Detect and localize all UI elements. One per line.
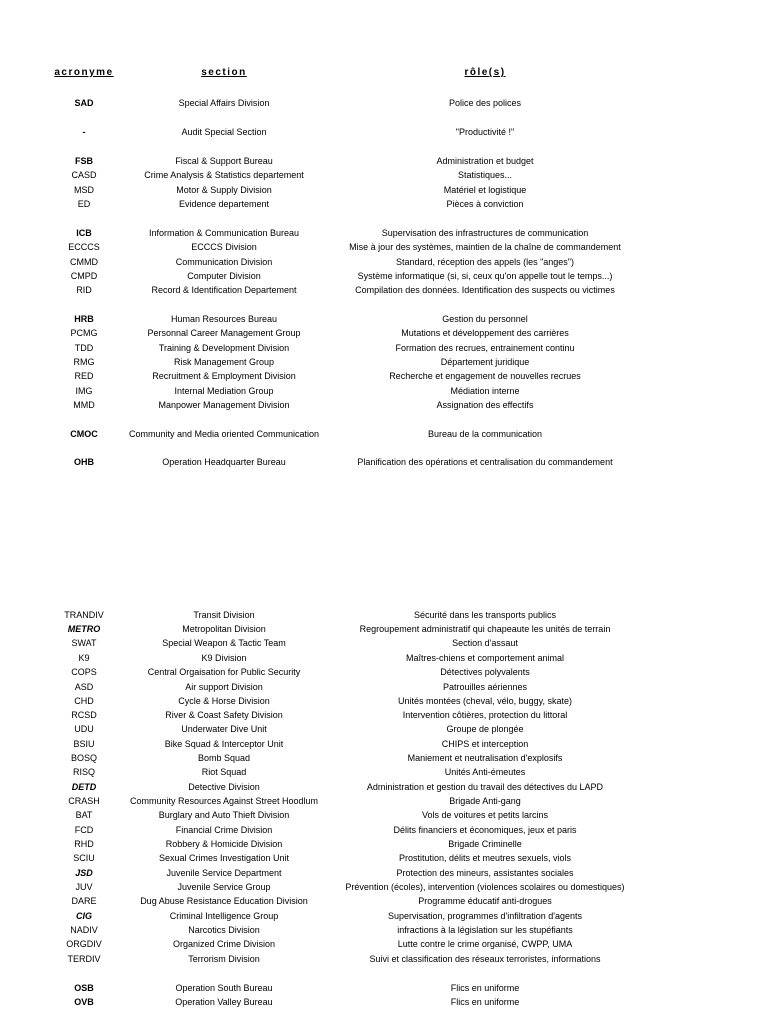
section-cell: Communication Division	[175, 257, 273, 267]
section-cell: Central Orgaisation for Public Security	[147, 667, 301, 677]
section-cell: Cycle & Horse Division	[178, 696, 270, 706]
section-cell: Community and Media oriented Communication	[128, 429, 320, 439]
acronym-cell: IMG	[75, 386, 93, 396]
role-cell: Maniement et neutralisation d'explosifs	[407, 753, 563, 763]
role-cell: Sécurité dans les transports publics	[413, 610, 557, 620]
table-row	[0, 622, 768, 636]
acronym-cell: DETD	[71, 782, 97, 792]
role-cell: Gestion du personnel	[442, 314, 528, 324]
table-row	[0, 737, 768, 751]
acronym-cell: BAT	[75, 810, 93, 820]
acronym-cell: JSD	[75, 868, 93, 878]
acronym-cell: ED	[77, 199, 91, 209]
acronym-cell: CHD	[74, 696, 94, 706]
table-row	[0, 923, 768, 937]
role-cell: Lutte contre le crime organisé, CWPP, UMA	[397, 939, 573, 949]
acronym-cell: K9	[78, 653, 90, 663]
acronym-cell: DARE	[71, 896, 97, 906]
table-row	[0, 765, 768, 779]
section-cell: Detective Division	[188, 782, 260, 792]
table-row	[0, 455, 768, 469]
section-cell: Juvenile Service Group	[177, 882, 271, 892]
role-cell: Mise à jour des systèmes, maintien de la chaîne de commandement	[349, 242, 621, 252]
acronym-cell: FCD	[74, 825, 94, 835]
table-row	[0, 722, 768, 736]
acronym-cell: FSB	[75, 156, 93, 166]
role-cell: Pièces à conviction	[446, 199, 524, 209]
section-cell: Information & Communication Bureau	[148, 228, 300, 238]
acronym-cell: BOSQ	[70, 753, 97, 763]
role-cell: CHIPS et interception	[441, 739, 529, 749]
table-row	[0, 240, 768, 254]
section-cell: Transit Division	[193, 610, 255, 620]
role-cell: Détectives polyvalents	[440, 667, 530, 677]
header-role: rôle(s)	[464, 67, 506, 78]
section-cell: Audit Special Section	[181, 127, 267, 137]
acronym-cell: SAD	[74, 98, 94, 108]
table-row	[0, 355, 768, 369]
role-cell: Brigade Anti-gang	[449, 796, 521, 806]
role-cell: Prévention (écoles), intervention (violences scolaires ou domestiques)	[345, 882, 625, 892]
acronym-cell: JUV	[75, 882, 93, 892]
table-row	[0, 851, 768, 865]
acronym-cell: TERDIV	[67, 954, 101, 964]
section-cell: Manpower Management Division	[158, 400, 290, 410]
role-cell: Flics en uniforme	[450, 983, 520, 993]
table-row	[0, 794, 768, 808]
section-cell: Bike Squad & Interceptor Unit	[164, 739, 284, 749]
role-cell: Unités montées (cheval, vélo, buggy, skate)	[398, 696, 572, 706]
acronym-cell: COPS	[71, 667, 97, 677]
section-cell: Burglary and Auto Thieft Division	[158, 810, 290, 820]
section-cell: Computer Division	[187, 271, 261, 281]
section-cell: Recruitment & Employment Division	[152, 371, 296, 381]
role-cell: Formation des recrues, entrainement continu	[395, 343, 575, 353]
role-cell: Maîtres-chiens et comportement animal	[405, 653, 565, 663]
acronym-cell: CASD	[71, 170, 97, 180]
acronym-cell: OSB	[74, 983, 94, 993]
table-row	[0, 96, 768, 110]
section-cell: Training & Development Division	[158, 343, 290, 353]
section-cell: Robbery & Homicide Division	[165, 839, 283, 849]
section-cell: Criminal Intelligence Group	[169, 911, 279, 921]
table-row	[0, 312, 768, 326]
acronym-cell: ORGDIV	[66, 939, 102, 949]
role-cell: Programme éducatif anti-drogues	[418, 896, 552, 906]
table-row	[0, 952, 768, 966]
role-cell: Statistiques...	[457, 170, 513, 180]
section-cell: Operation Headquarter Bureau	[162, 457, 286, 467]
role-cell: Groupe de plongée	[446, 724, 524, 734]
acronym-cell: OHB	[74, 457, 94, 467]
table-row	[0, 384, 768, 398]
table-row	[0, 680, 768, 694]
acronym-cell: TRANDIV	[64, 610, 104, 620]
table-row	[0, 708, 768, 722]
section-cell: Motor & Supply Division	[176, 185, 272, 195]
section-cell: Riot Squad	[201, 767, 247, 777]
role-cell: Mutations et développement des carrières	[401, 328, 569, 338]
section-cell: Narcotics Division	[188, 925, 260, 935]
acronym-cell: CMMD	[70, 257, 98, 267]
table-row	[0, 995, 768, 1009]
role-cell: infractions à la législation sur les stupéfiants	[397, 925, 573, 935]
table-row	[0, 255, 768, 269]
section-cell: Crime Analysis & Statistics departement	[144, 170, 304, 180]
acronym-cell: CIG	[75, 911, 92, 921]
role-cell: Regroupement administratif qui chapeaute les unités de terrain	[359, 624, 611, 634]
acronym-cell: -	[82, 127, 86, 137]
table-row	[0, 226, 768, 240]
acronym-cell: CRASH	[68, 796, 100, 806]
role-cell: Délits financiers et économiques, jeux et paris	[393, 825, 577, 835]
acronym-cell: UDU	[74, 724, 94, 734]
role-cell: Brigade Criminelle	[448, 839, 522, 849]
acronym-cell: HRB	[74, 314, 94, 324]
table-row	[0, 427, 768, 441]
table-row	[0, 981, 768, 995]
section-cell: Organized Crime Division	[172, 939, 276, 949]
acronym-cell: TDD	[74, 343, 94, 353]
role-cell: Compilation des données. Identification des suspects ou victimes	[355, 285, 615, 295]
section-cell: Underwater Dive Unit	[181, 724, 267, 734]
acronym-cell: CMOC	[70, 429, 98, 439]
table-row	[0, 369, 768, 383]
table-row	[0, 326, 768, 340]
section-cell: K9 Division	[201, 653, 247, 663]
section-cell: Juvenile Service Department	[166, 868, 282, 878]
table-row	[0, 780, 768, 794]
section-cell: Evidence departement	[178, 199, 270, 209]
role-cell: Bureau de la communication	[427, 429, 543, 439]
acronym-cell: SCIU	[73, 853, 95, 863]
table-row	[0, 168, 768, 182]
role-cell: Vols de voitures et petits larcins	[421, 810, 549, 820]
table-row	[0, 665, 768, 679]
acronym-cell: METRO	[67, 624, 101, 634]
acronym-cell: OVB	[74, 997, 94, 1007]
role-cell: Planification des opérations et centralisation du commandement	[357, 457, 613, 467]
role-cell: Département juridique	[440, 357, 530, 367]
table-row	[0, 894, 768, 908]
role-cell: Police des polices	[448, 98, 522, 108]
section-cell: Air support Division	[185, 682, 263, 692]
acronym-cell: BSIU	[73, 739, 95, 749]
section-cell: Financial Crime Division	[175, 825, 273, 835]
table-row	[0, 125, 768, 139]
acronym-cell: MMD	[73, 400, 95, 410]
role-cell: Administration et budget	[436, 156, 534, 166]
section-cell: Operation South Bureau	[175, 983, 273, 993]
section-cell: Fiscal & Support Bureau	[175, 156, 273, 166]
table-row	[0, 651, 768, 665]
section-cell: Dug Abuse Resistance Education Division	[140, 896, 308, 906]
table-row	[0, 154, 768, 168]
section-cell: River & Coast Safety Division	[165, 710, 283, 720]
role-cell: Supervisation, programmes d'infiltration d'agents	[387, 911, 583, 921]
section-cell: Special Weapon & Tactic Team	[162, 638, 286, 648]
section-cell: Community Resources Against Street Hoodlum	[129, 796, 319, 806]
section-cell: Operation Valley Bureau	[175, 997, 273, 1007]
header-section: section	[201, 67, 247, 78]
role-cell: Supervisation des infrastructures de communication	[381, 228, 589, 238]
table-row	[0, 694, 768, 708]
table-row	[0, 608, 768, 622]
table-row	[0, 808, 768, 822]
role-cell: Administration et gestion du travail des détectives du LAPD	[366, 782, 604, 792]
acronym-cell: RED	[74, 371, 94, 381]
table-row	[0, 636, 768, 650]
acronym-cell: MSD	[74, 185, 94, 195]
table-row	[0, 866, 768, 880]
table-row	[0, 751, 768, 765]
table-row	[0, 937, 768, 951]
section-cell: Human Resources Bureau	[170, 314, 278, 324]
section-cell: Sexual Crimes Investigation Unit	[158, 853, 290, 863]
section-cell: Personnal Career Management Group	[147, 328, 301, 338]
acronym-cell: RCSD	[71, 710, 97, 720]
role-cell: Assignation des effectifs	[436, 400, 534, 410]
table-row	[0, 823, 768, 837]
table-row	[0, 880, 768, 894]
table-row	[0, 283, 768, 297]
section-cell: Risk Management Group	[173, 357, 275, 367]
role-cell: Unités Anti-émeutes	[444, 767, 526, 777]
table-row	[0, 183, 768, 197]
acronym-cell: ICB	[76, 228, 92, 238]
section-cell: Record & Identification Departement	[151, 285, 297, 295]
section-cell: Special Affairs Division	[178, 98, 270, 108]
role-cell: Intervention côtières, protection du littoral	[402, 710, 568, 720]
table-row	[0, 341, 768, 355]
acronym-cell: PCMG	[70, 328, 98, 338]
table-row	[0, 269, 768, 283]
acronym-cell: RMG	[73, 357, 95, 367]
role-cell: Prostitution, délits et meutres sexuels, viols	[398, 853, 572, 863]
role-cell: Matériel et logistique	[443, 185, 527, 195]
role-cell: Recherche et engagement de nouvelles recrues	[389, 371, 581, 381]
acronym-cell: CMPD	[70, 271, 98, 281]
section-cell: ECCCS Division	[191, 242, 257, 252]
role-cell: Section d'assaut	[452, 638, 518, 648]
acronym-cell: ECCCS	[68, 242, 100, 252]
role-cell: Patrouilles aériennes	[442, 682, 528, 692]
acronym-cell: RID	[76, 285, 92, 295]
table-row	[0, 909, 768, 923]
role-cell: Protection des mineurs, assistantes sociales	[396, 868, 574, 878]
acronym-cell: RHD	[74, 839, 94, 849]
section-cell: Internal Mediation Group	[174, 386, 274, 396]
role-cell: Flics en uniforme	[450, 997, 520, 1007]
acronym-cell: NADIV	[70, 925, 98, 935]
table-row	[0, 197, 768, 211]
acronym-cell: RISQ	[72, 767, 95, 777]
acronym-cell: ASD	[74, 682, 94, 692]
role-cell: Médiation interne	[450, 386, 520, 396]
table-row	[0, 837, 768, 851]
section-cell: Bomb Squad	[197, 753, 251, 763]
header-acronym: acronyme	[54, 67, 114, 78]
role-cell: "Productivité !"	[455, 127, 515, 137]
section-cell: Metropolitan Division	[182, 624, 266, 634]
role-cell: Système informatique (si, si, ceux qu'on appelle tout le temps...)	[357, 271, 613, 281]
role-cell: Standard, réception des appels (les "anges")	[396, 257, 574, 267]
section-cell: Terrorism Division	[188, 954, 260, 964]
table-row	[0, 398, 768, 412]
role-cell: Suivi et classification des réseaux terroristes, informations	[369, 954, 601, 964]
acronym-cell: SWAT	[71, 638, 97, 648]
